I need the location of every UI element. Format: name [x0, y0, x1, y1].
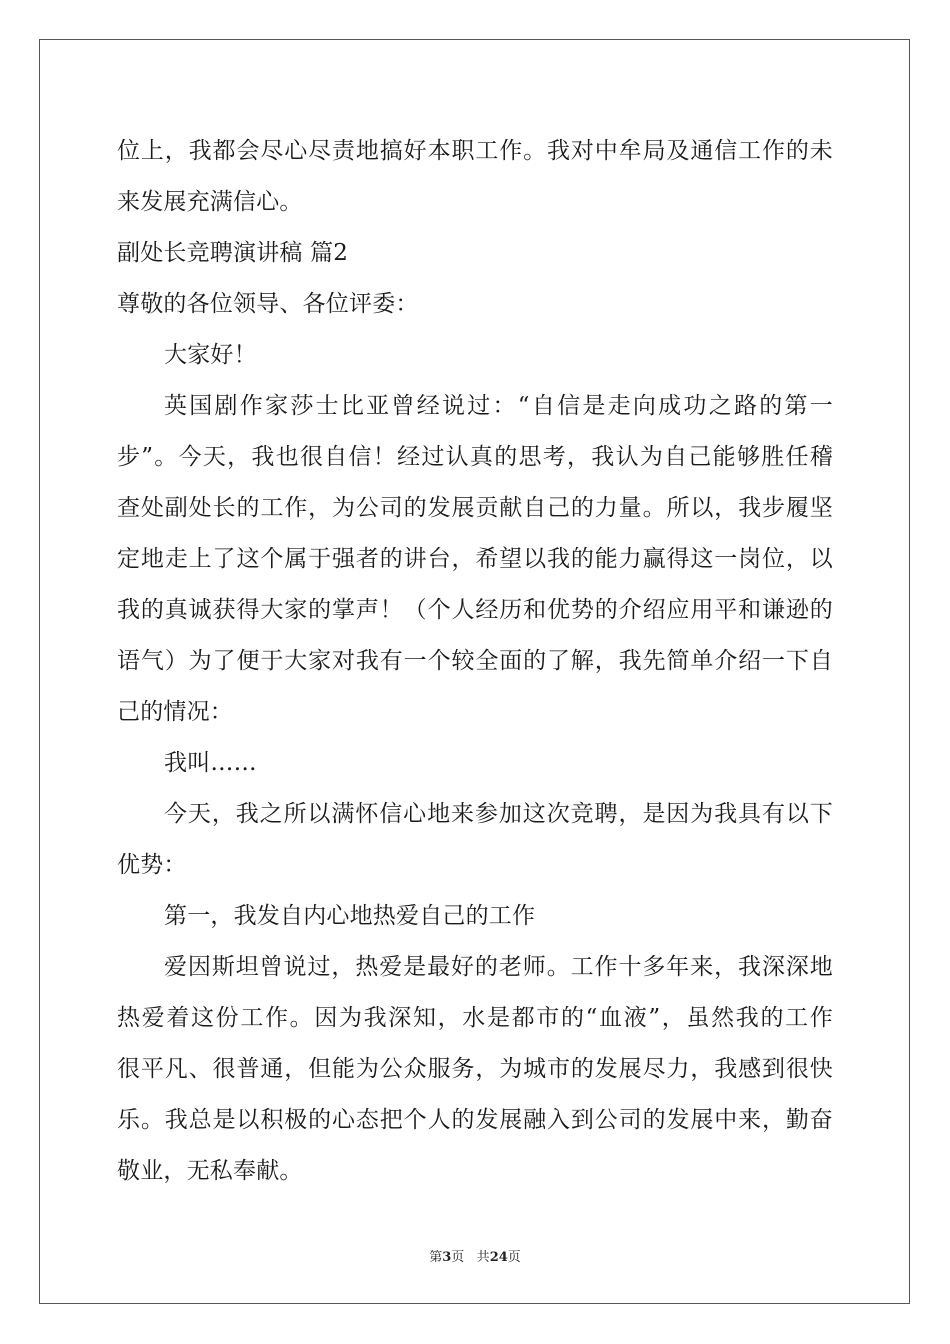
paragraph-line: 我叫……	[164, 750, 257, 776]
paragraph-line: 很平凡、很普通，但能为公众服务，为城市的发展尽力，我感到很快	[117, 1056, 833, 1082]
total-pages-number: 24	[489, 1250, 508, 1265]
paragraph-line: 敬业，无私奉献。	[117, 1158, 303, 1184]
footer-prefix: 第	[429, 1250, 443, 1265]
paragraph-line: 热爱着这份工作。因为我深知，水是都市的“血液”，虽然我的工作	[117, 1005, 833, 1031]
paragraph-line: 我的真诚获得大家的掌声！（个人经历和优势的介绍应用平和谦逊的	[117, 597, 833, 623]
page-footer	[0, 1246, 950, 1265]
footer-total-label: 页	[507, 1250, 521, 1265]
paragraph-line: 查处副处长的工作，为公司的发展贡献自己的力量。所以，我步履坚	[117, 495, 833, 521]
salutation: 尊敬的各位领导、各位评委：	[117, 291, 419, 317]
paragraph-line: 英国剧作家莎士比亚曾经说过：“自信是走向成功之路的第一	[164, 393, 833, 419]
paragraph-line: 位上，我都会尽心尽责地搞好本职工作。我对中牟局及通信工作的未	[117, 138, 833, 164]
paragraph-line: 爱因斯坦曾说过，热爱是最好的老师。工作十多年来，我深深地	[164, 954, 833, 980]
paragraph-line: 来发展充满信心。	[117, 189, 303, 215]
paragraph-line: 今天，我之所以满怀信心地来参加这次竞聘，是因为我具有以下	[164, 801, 833, 827]
footer-page-label: 页	[451, 1250, 465, 1265]
section-heading: 副处长竞聘演讲稿 篇2	[117, 240, 349, 266]
paragraph-line: 定地走上了这个属于强者的讲台，希望以我的能力赢得这一岗位，以	[117, 546, 833, 572]
paragraph-line: 己的情况：	[117, 699, 233, 725]
greeting: 大家好！	[164, 342, 257, 368]
current-page-number: 3	[442, 1250, 452, 1265]
paragraph-line: 乐。我总是以积极的心态把个人的发展融入到公司的发展中来，勤奋	[117, 1107, 833, 1133]
footer-total-prefix: 共	[476, 1250, 490, 1265]
paragraph-line: 优势：	[117, 852, 187, 878]
paragraph-line: 语气）为了便于大家对我有一个较全面的了解，我先简单介绍一下自	[117, 648, 833, 674]
paragraph-line: 步”。今天，我也很自信！经过认真的思考，我认为自己能够胜任稽	[117, 444, 833, 470]
document-body	[117, 126, 833, 1197]
subheading: 第一，我发自内心地热爱自己的工作	[164, 903, 536, 929]
